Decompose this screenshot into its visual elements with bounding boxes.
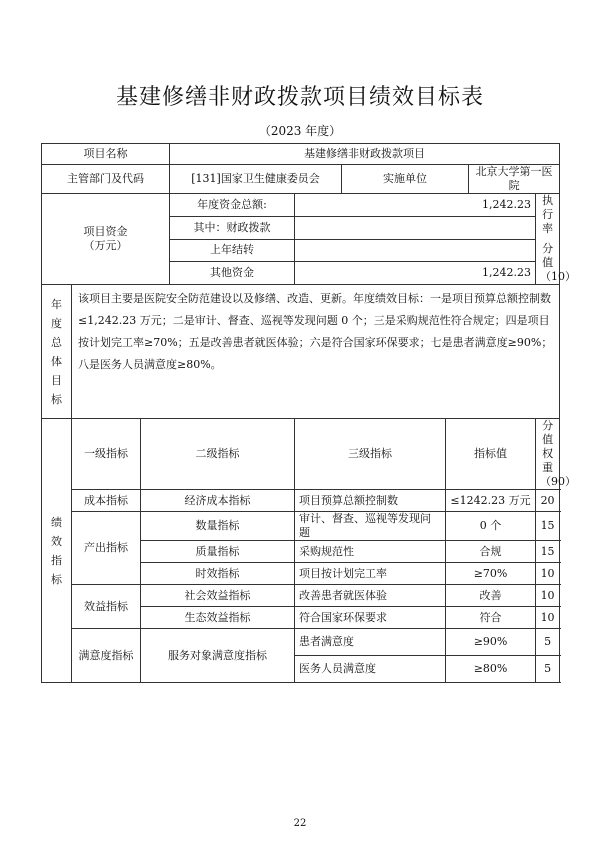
header-weight-line1: 分值权重 [542,419,554,474]
carryover-funds-label: 上年结转 [170,239,295,262]
output-level3: 审计、督查、巡视等发现问题 [295,512,446,541]
execution-rate-line1: 执行率 [542,194,554,235]
annual-goal-char: 年 [51,297,62,311]
output-value: 0 个 [446,512,536,541]
header-value: 指标值 [446,419,536,490]
cost-weight: 20 [536,490,560,512]
performance-goal-table [41,143,577,683]
carryover-funds-value [295,239,536,262]
benefit-level2: 生态效益指标 [141,607,295,629]
indicators-side-label [42,419,72,683]
cost-level3: 项目预算总额控制数 [295,490,446,512]
unit-value: 北京大学第一医院 [469,165,560,194]
output-value: ≥70% [446,563,536,585]
benefit-weight: 10 [536,607,560,629]
project-name-label: 项目名称 [42,144,170,165]
execution-rate-line2: 分值（10） [540,242,577,283]
indicators-char: 指 [51,553,62,567]
execution-rate [536,194,577,285]
dept-label: 主管部门及代码 [42,165,170,194]
cost-level2: 经济成本指标 [141,490,295,512]
output-weight: 15 [536,512,560,541]
fiscal-year: （2023 年度） [258,124,342,138]
satisfaction-level2: 服务对象满意度指标 [141,629,295,683]
output-value: 合规 [446,541,536,563]
output-level2: 质量指标 [141,541,295,563]
header-level1: 一级指标 [72,419,141,490]
satisfaction-weight: 5 [536,629,560,656]
project-name-value: 基建修缮非财政拨款项目 [170,144,560,165]
unit-label: 实施单位 [342,165,469,194]
benefit-value: 符合 [446,607,536,629]
funds-label-line1: 项目资金 [83,225,128,238]
funds-label [42,194,170,285]
satisfaction-weight: 5 [536,656,560,683]
total-funds-value: 1,242.23 [295,194,536,217]
funds-label-line2: （万元） [83,239,128,252]
cost-value: ≤1242.23 万元 [446,490,536,512]
annual-goal-char: 目 [51,373,62,387]
header-level3: 三级指标 [295,419,446,490]
benefit-weight: 10 [536,585,560,607]
fiscal-funds-value [295,216,536,239]
header-weight-line2: （90） [540,475,577,488]
benefit-level1: 效益指标 [72,585,141,629]
benefit-level3: 改善患者就医体验 [295,585,446,607]
output-weight: 10 [536,563,560,585]
benefit-level3: 符合国家环保要求 [295,607,446,629]
benefit-level2: 社会效益指标 [141,585,295,607]
satisfaction-value: ≥80% [446,656,536,683]
header-weight [536,419,577,490]
annual-goal-label [42,285,72,419]
total-funds-label: 年度资金总额: [170,194,295,217]
other-funds-label: 其他资金 [170,262,295,285]
satisfaction-level1: 满意度指标 [72,629,141,683]
satisfaction-value: ≥90% [446,629,536,656]
indicators-char: 标 [51,572,62,586]
annual-goal-char: 标 [51,392,62,406]
annual-goal-char: 总 [51,335,62,349]
satisfaction-level3: 医务人员满意度 [295,656,446,683]
output-level2: 时效指标 [141,563,295,585]
header-level2: 二级指标 [141,419,295,490]
page-number: 22 [293,818,307,829]
output-weight: 15 [536,541,560,563]
dept-value: [131]国家卫生健康委员会 [170,165,342,194]
output-level2: 数量指标 [141,512,295,541]
annual-goal-text: 该项目主要是医院安全防范建设以及修缮、改造、更新。年度绩效目标：一是项目预算总额控制数≤1,242.23 万元；二是审计、督查、巡视等发现问题 0 个；三是采购规范性符合规定；四是项目按计划完工率≥70%；五是改善患者就医体验；六是符合国家环保要求；七是患者满意度≥90%；八是医务人员满意度≥80%。 [72,285,560,419]
annual-goal-char: 体 [51,354,62,368]
annual-goal-char: 度 [51,316,62,330]
indicators-char: 效 [51,534,62,548]
satisfaction-level3: 患者满意度 [295,629,446,656]
cost-level1: 成本指标 [72,490,141,512]
output-level3: 采购规范性 [295,541,446,563]
indicators-char: 绩 [51,515,62,529]
page-title: 基建修缮非财政拨款项目绩效目标表 [115,85,484,110]
fiscal-funds-label: 其中：财政拨款 [170,216,295,239]
other-funds-value: 1,242.23 [295,262,536,285]
output-level1: 产出指标 [72,512,141,585]
benefit-value: 改善 [446,585,536,607]
output-level3: 项目按计划完工率 [295,563,446,585]
